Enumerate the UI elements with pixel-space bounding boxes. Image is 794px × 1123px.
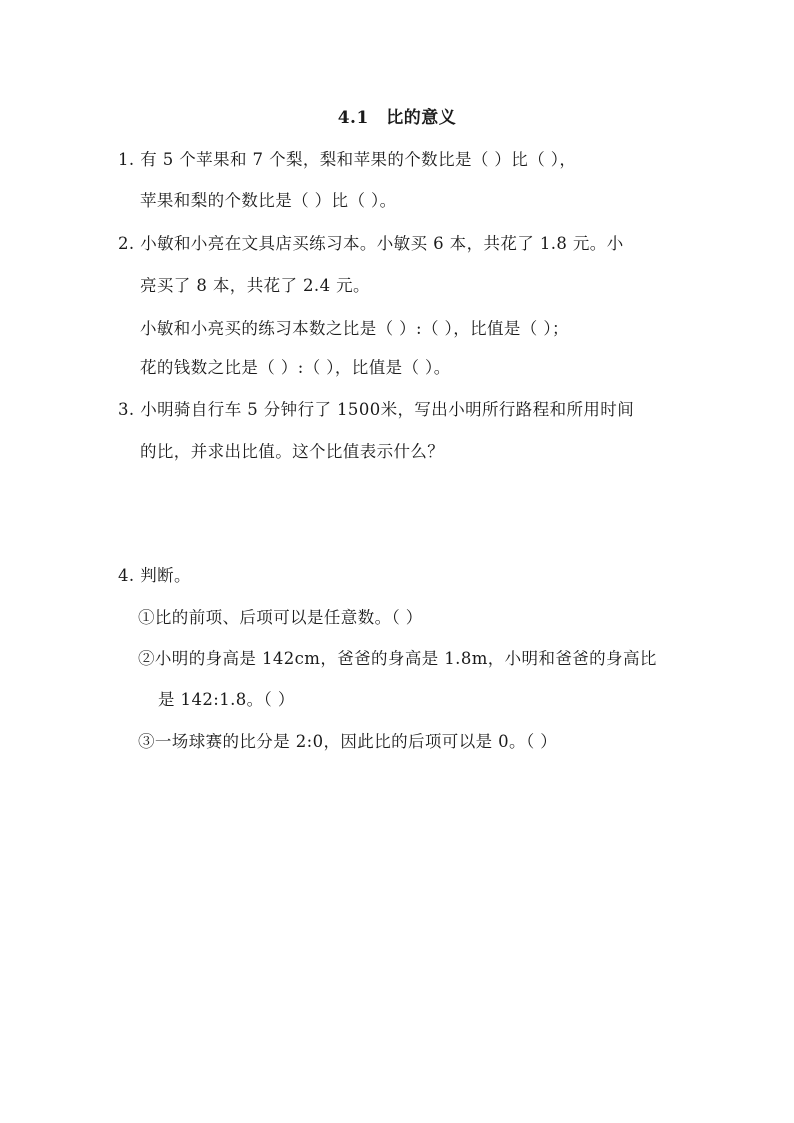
question-4-item-1: ①比的前项、后项可以是任意数。（ ）: [138, 608, 423, 627]
question-4-item-2: ②小明的身高是 142cm，爸爸的身高是 1.8m，小明和爸爸的身高比: [138, 649, 657, 668]
question-2-line-1: 2. 小敏和小亮在文具店买练习本。小敏买 6 本，共花了 1.8 元。小: [118, 234, 624, 253]
question-2-line-4: 花的钱数之比是（ ）:（ ），比值是（ ）。: [140, 358, 451, 377]
question-4-line-1: 4. 判断。: [118, 566, 191, 585]
question-2-line-2: 亮买了 8 本，共花了 2.4 元。: [140, 276, 370, 295]
page-title: 4.1 比的意义: [337, 108, 457, 128]
question-1-line-2: 苹果和梨的个数比是（ ）比（ ）。: [140, 191, 397, 210]
question-3-line-2: 的比，并求出比值。这个比值表示什么？: [140, 442, 445, 461]
question-4-item-3: ③一场球赛的比分是 2:0，因此比的后项可以是 0。（ ）: [138, 732, 558, 751]
question-1-line-1: 1. 有 5 个苹果和 7 个梨，梨和苹果的个数比是（ ）比（ ），: [118, 150, 577, 169]
question-3-line-1: 3. 小明骑自行车 5 分钟行了 1500米，写出小明所行路程和所用时间: [118, 400, 635, 419]
question-4-item-2-continued: 是 142:1.8。（ ）: [158, 690, 295, 709]
question-2-line-3: 小敏和小亮买的练习本数之比是（ ）:（ ），比值是（ ）；: [140, 319, 569, 338]
